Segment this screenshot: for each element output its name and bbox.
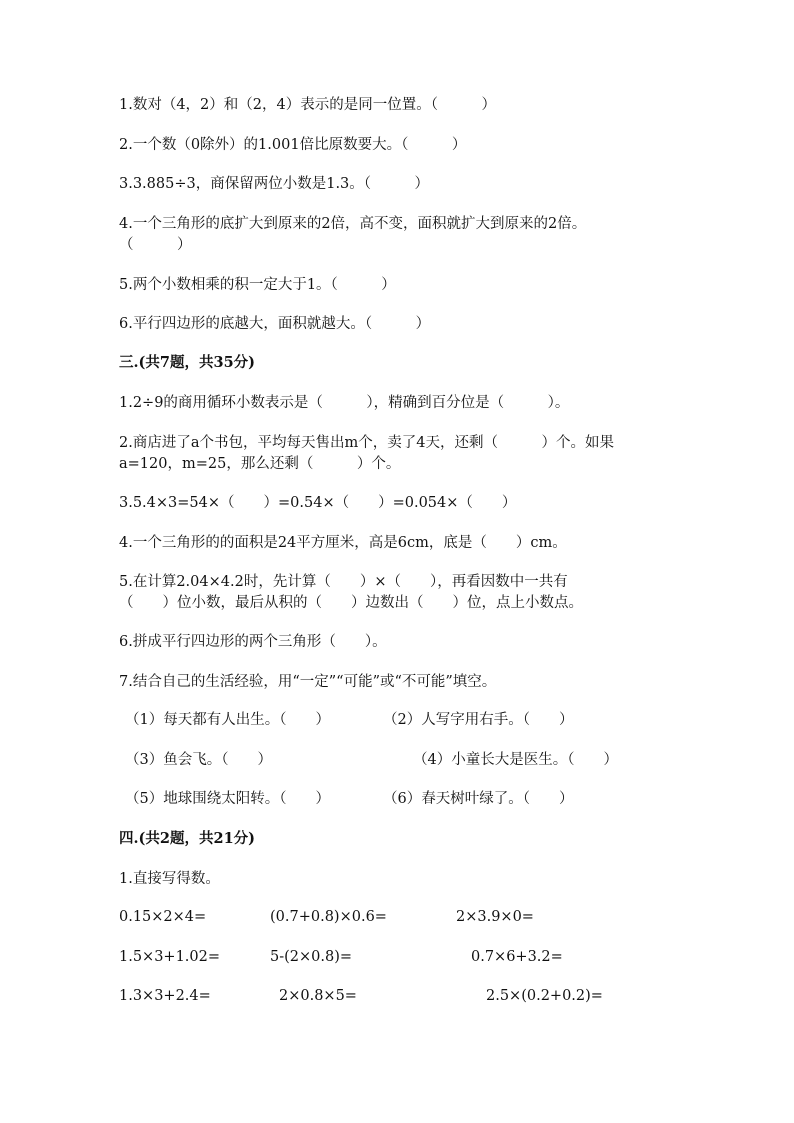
judge-question-6: 6.平行四边形的底越大，面积就越大。（ ） [119, 316, 431, 332]
q7-item-6: （6）春天树叶绿了。（ ） [383, 791, 574, 807]
fill-question-2-line-2: a=120，m=25，那么还剩（ ）个。 [119, 456, 401, 472]
q7-item-4: （4）小童长大是医生。（ ） [413, 752, 618, 768]
fill-question-7: 7.结合自己的生活经验，用“一定”“可能”或“不可能”填空。 [119, 674, 497, 690]
calc-item: 5-(2×0.8)= [270, 949, 353, 965]
judge-question-4: 4.一个三角形的底扩大到原来的2倍，高不变，面积就扩大到原来的2倍。 [119, 216, 587, 232]
fill-question-4: 4.一个三角形的的面积是24平方厘米，高是6cm，底是（ ）cm。 [119, 535, 567, 551]
calc-item: 2×3.9×0= [456, 909, 534, 925]
judge-question-2: 2.一个数（0除外）的1.001倍比原数要大。（ ） [119, 137, 467, 153]
fill-question-3: 3.5.4×3=54×（ ）=0.54×（ ）=0.054×（ ） [119, 495, 517, 511]
q7-item-3: （3）鱼会飞。（ ） [125, 752, 272, 768]
fill-question-2-line-1: 2.商店进了a个书包，平均每天售出m个，卖了4天，还剩（ ）个。如果 [119, 435, 614, 451]
calc-question-1: 1.直接写得数。 [119, 871, 220, 887]
fill-question-6: 6.拼成平行四边形的两个三角形（ ）。 [119, 634, 387, 650]
section-three-title: 三.(共7题，共35分) [119, 354, 256, 371]
calc-item: (0.7+0.8)×0.6= [270, 909, 387, 925]
q7-item-5: （5）地球围绕太阳转。（ ） [125, 791, 330, 807]
q7-item-1: （1）每天都有人出生。（ ） [125, 712, 330, 728]
calc-item: 2.5×(0.2+0.2)= [486, 988, 603, 1004]
fill-question-1: 1.2÷9的商用循环小数表示是（ ），精确到百分位是（ ）。 [119, 395, 570, 411]
fill-question-5-line-2: （ ）位小数，最后从积的（ ）边数出（ ）位，点上小数点。 [119, 595, 583, 611]
fill-question-5-line-1: 5.在计算2.04×4.2时，先计算（ ）×（ ），再看因数中一共有 [119, 574, 568, 590]
calc-item: 1.5×3+1.02= [119, 949, 221, 965]
judge-question-4-blank: （ ） [119, 237, 192, 253]
calc-item: 0.15×2×4= [119, 909, 207, 925]
q7-item-2: （2）人写字用右手。（ ） [383, 712, 574, 728]
calc-item: 1.3×3+2.4= [119, 988, 211, 1004]
judge-question-3: 3.3.885÷3，商保留两位小数是1.3。（ ） [119, 176, 430, 192]
judge-question-1: 1.数对（4，2）和（2，4）表示的是同一位置。（ ） [119, 97, 496, 113]
calc-item: 2×0.8×5= [279, 988, 357, 1004]
judge-question-5: 5.两个小数相乘的积一定大于1。（ ） [119, 277, 396, 293]
calc-item: 0.7×6+3.2= [471, 949, 563, 965]
section-four-title: 四.(共2题，共21分) [119, 830, 256, 847]
